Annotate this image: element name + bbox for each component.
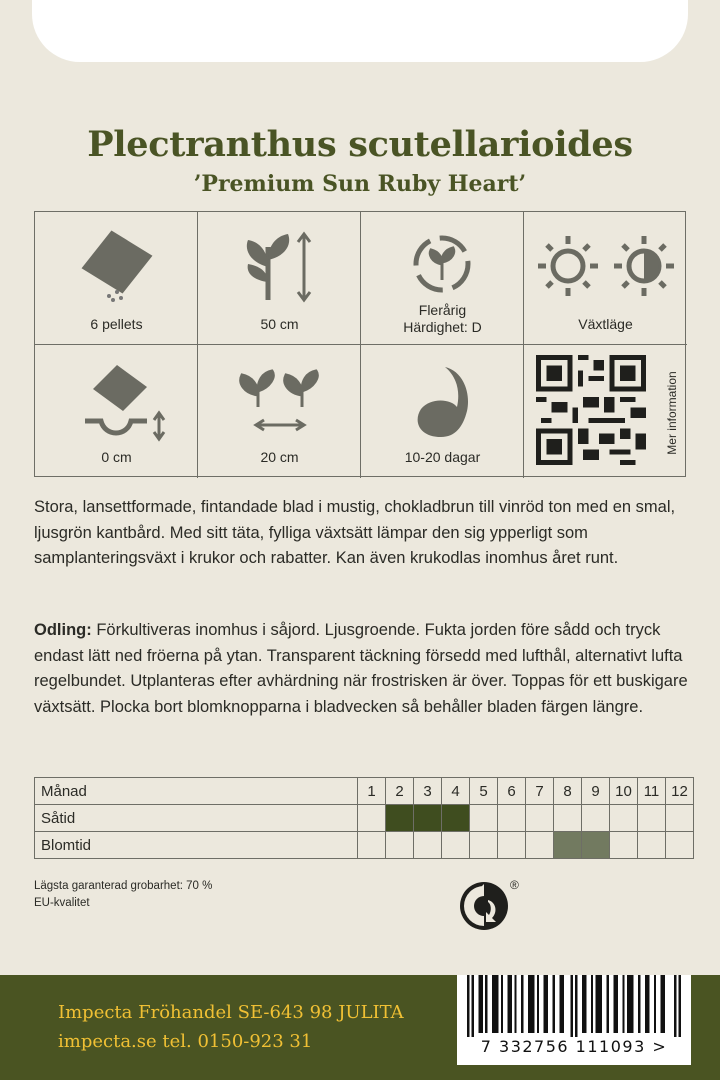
height-label: 50 cm: [260, 316, 299, 332]
bloom-cell: [526, 832, 554, 859]
position-label: Växtläge: [578, 316, 633, 332]
month-12: 12: [666, 778, 694, 805]
cell-perennial: [361, 212, 524, 345]
sowing-cell: [442, 805, 470, 832]
perennial-icon: [361, 212, 524, 312]
qr-code-icon[interactable]: [536, 355, 646, 465]
more-info-vertical: [663, 353, 681, 473]
bloom-cell: [610, 832, 638, 859]
sowing-cell: [610, 805, 638, 832]
sowing-cell: [470, 805, 498, 832]
quality-note: EU-kvalitet: [34, 897, 90, 909]
sowing-cell: [638, 805, 666, 832]
sowing-cell: [358, 805, 386, 832]
more-info-label: Mer information: [665, 371, 679, 455]
month-label: Månad: [35, 778, 358, 805]
bloom-cell: [470, 832, 498, 859]
spacing-label: 20 cm: [260, 449, 299, 465]
sowing-cell: [414, 805, 442, 832]
month-10: 10: [610, 778, 638, 805]
calendar-table: [34, 777, 694, 859]
bloom-cell: [554, 832, 582, 859]
bloom-cell: [414, 832, 442, 859]
icon-grid: [34, 211, 686, 477]
bloom-label: Blomtid: [35, 832, 358, 859]
month-4: 4: [442, 778, 470, 805]
sowing-cell: [498, 805, 526, 832]
germination-note: Lägsta garanterad grobarhet: 70 %: [34, 880, 213, 892]
germination-icon: [361, 345, 524, 445]
spacing-icon: [198, 345, 361, 445]
month-6: 6: [498, 778, 526, 805]
bloom-cell: [358, 832, 386, 859]
calendar-row-sowing: [35, 805, 694, 832]
perennial-line1: Flerårig: [418, 302, 467, 318]
germination-label: 10-20 dagar: [404, 449, 481, 465]
bloom-cell: [638, 832, 666, 859]
sowing-cell: [582, 805, 610, 832]
barcode: [457, 975, 691, 1065]
month-11: 11: [638, 778, 666, 805]
calendar-header-row: [35, 778, 694, 805]
cell-height: [198, 212, 361, 345]
month-8: 8: [554, 778, 582, 805]
pellets-label: 6 pellets: [90, 316, 143, 332]
month-9: 9: [582, 778, 610, 805]
pellets-icon: [35, 212, 198, 312]
cell-qr: [524, 345, 687, 478]
bloom-cell: [442, 832, 470, 859]
month-3: 3: [414, 778, 442, 805]
company-contact: impecta.se tel. 0150-923 31: [58, 1031, 313, 1052]
sowing-cell: [526, 805, 554, 832]
depth-label: 0 cm: [101, 449, 132, 465]
sowing-cell: [666, 805, 694, 832]
bloom-cell: [386, 832, 414, 859]
cultivation-text: Förkultiveras inomhus i såjord. Ljusgroende. Fukta jorden före sådd och tryck endast lätt ned fröerna på ytan. Transparent täckning försedd med lufthål, alternativt lufta regelbundet. Utplanteras efter avhärdning när frostrisken är över. Toppas för ett buskigare växtsätt. Plocka bort blomknopparna i bladvecken så behåller bladen färgen längre.: [34, 621, 688, 716]
bloom-cell: [582, 832, 610, 859]
product-title: Plectranthus scutellarioides: [87, 124, 633, 165]
perennial-label: [361, 302, 524, 336]
sowing-cell: [386, 805, 414, 832]
cultivation: [34, 618, 689, 720]
month-7: 7: [526, 778, 554, 805]
month-2: 2: [386, 778, 414, 805]
hang-hole: [32, 0, 688, 62]
product-variety: ’Premium Sun Ruby Heart’: [193, 171, 527, 197]
barcode-bars-icon: [467, 975, 681, 1037]
cell-position: [524, 212, 687, 345]
sowing-label: Såtid: [35, 805, 358, 832]
hardiness-line: Härdighet: D: [403, 319, 482, 335]
sowing-cell: [554, 805, 582, 832]
sun-halfshade-icon: [524, 212, 687, 312]
cell-spacing: [198, 345, 361, 478]
green-dot-recycle-icon: [458, 880, 510, 932]
month-1: 1: [358, 778, 386, 805]
registered-mark: ®: [510, 878, 519, 892]
cell-pellets: [35, 212, 198, 345]
bloom-cell: [498, 832, 526, 859]
bloom-cell: [666, 832, 694, 859]
description: Stora, lansettformade, fintandade blad i mustig, chokladbrun till vinröd ton med en smal, ljusgrön kantbård. Med sitt täta, fylliga växtsätt lämpar den sig ypperligt som samplanteringsväxt i krukor och rabatter. Kan även krukodlas inomhus året runt.: [34, 498, 676, 567]
cell-depth: [35, 345, 198, 478]
barcode-number: 7 332756 111093 >: [480, 1037, 668, 1056]
cell-germination: [361, 345, 524, 478]
cultivation-heading: Odling:: [34, 621, 92, 639]
sowing-depth-icon: [35, 345, 198, 445]
month-5: 5: [470, 778, 498, 805]
calendar-row-bloom: [35, 832, 694, 859]
height-icon: [198, 212, 361, 312]
company-address: Impecta Fröhandel SE-643 98 JULITA: [58, 1002, 404, 1023]
